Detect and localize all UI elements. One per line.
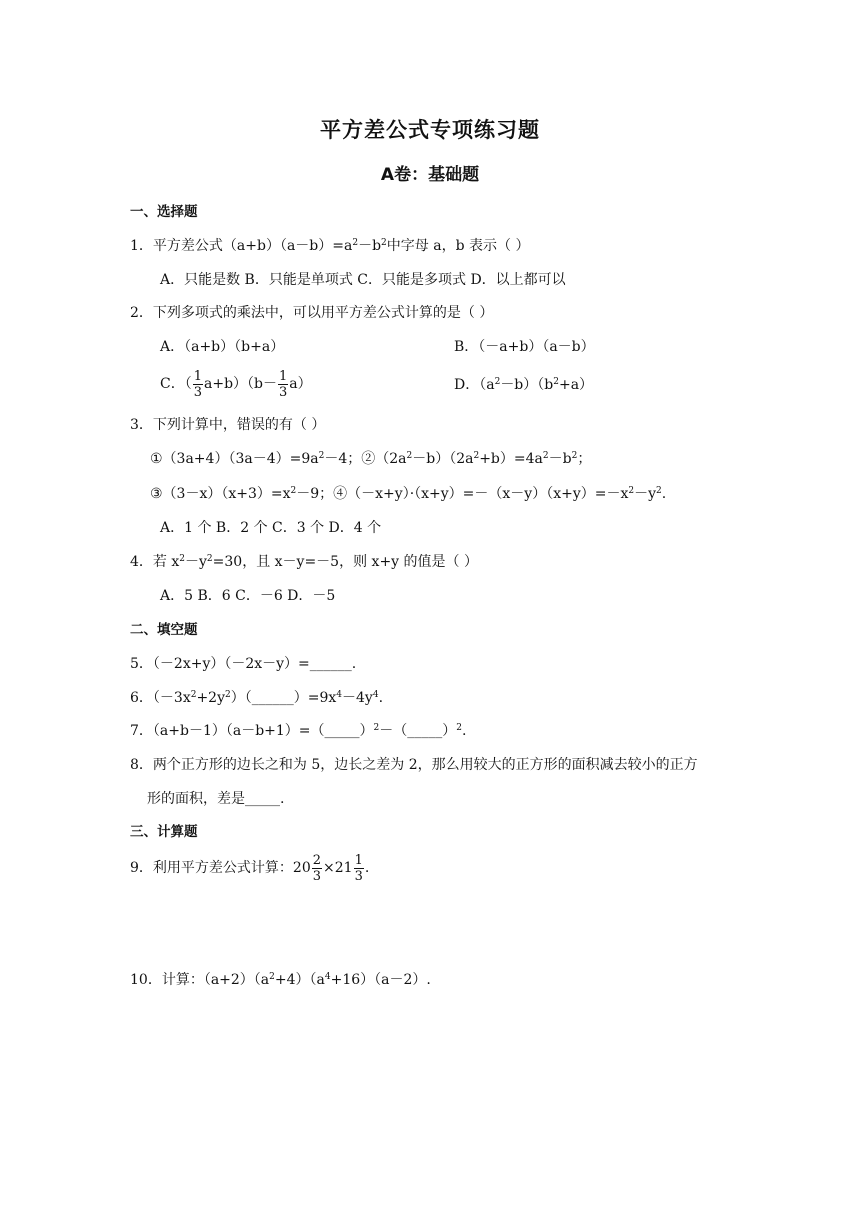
question-5: 5．（－2x+y）（－2x－y）=______. xyxy=(130,656,357,672)
question-1-options: A．只能是数 B．只能是单项式 C．只能是多项式 D．以上都可以 xyxy=(160,272,566,288)
superscript: 2 xyxy=(225,690,231,700)
question-1-text: －b xyxy=(358,238,382,254)
math-text: . xyxy=(661,486,667,502)
superscript: 2 xyxy=(269,972,275,982)
superscript: 2 xyxy=(656,486,662,496)
fraction-numerator: 1 xyxy=(279,368,288,384)
math-text: +2y xyxy=(196,690,225,706)
fraction-numerator: 1 xyxy=(354,852,363,868)
question-1-text: 中字母 a，b 表示（ ） xyxy=(386,238,530,254)
math-text: －9；④（－x+y）·（x+y）=－（x－y）（x+y）=－x xyxy=(296,486,629,502)
fraction xyxy=(312,853,322,884)
question-4 xyxy=(130,552,478,572)
fraction-denominator: 3 xyxy=(279,384,288,400)
math-text: ①（3a+4）（3a－4）=9a xyxy=(150,451,319,467)
math-text: －4y xyxy=(342,690,373,706)
document-title: 平方差公式专项练习题 xyxy=(320,118,540,142)
math-text: －（_____） xyxy=(379,723,457,739)
superscript: 2 xyxy=(190,690,197,700)
question-8-line-1: 8．两个正方形的边长之和为 5，边长之差为 2，那么用较大的正方形的面积减去较小的正方 xyxy=(130,757,698,773)
math-text: . xyxy=(462,723,467,739)
superscript: 2 xyxy=(542,451,549,461)
math-text: －y xyxy=(634,486,657,502)
question-4-options: A．5 B．6 C．－6 D．－5 xyxy=(160,588,336,604)
superscript: 2 xyxy=(318,451,325,461)
superscript: 2 xyxy=(571,451,578,461)
fraction xyxy=(278,369,288,400)
fraction-numerator: 1 xyxy=(193,368,202,384)
superscript: 2 xyxy=(381,238,387,248)
fraction-denominator: 3 xyxy=(312,868,322,884)
math-text: 4．若 x xyxy=(130,554,180,570)
question-1-text: 1．平方差公式（a+b）（a－b）=a xyxy=(130,238,353,254)
math-text: +16）（a－2）. xyxy=(330,972,431,988)
math-text: 6．（－3x xyxy=(130,690,191,706)
math-text: －4；②（2a xyxy=(324,451,407,467)
fraction xyxy=(354,853,364,884)
math-text: 10．计算：（a+2）（a xyxy=(130,972,270,988)
superscript: 2 xyxy=(494,377,501,387)
option-text: D．（a xyxy=(454,377,495,393)
math-text: －y xyxy=(185,554,207,570)
superscript: 4 xyxy=(336,690,343,700)
superscript: 2 xyxy=(473,451,480,461)
question-3-row-2 xyxy=(150,484,666,504)
math-text: 7．（a+b－1）（a－b+1）=（_____） xyxy=(130,723,374,739)
math-text: =30，且 x－y=－5，则 x+y 的值是（ ） xyxy=(212,554,478,570)
question-2-option-b: B．（－a+b）（a－b） xyxy=(454,339,595,355)
section-heading-choice: 一、选择题 xyxy=(130,204,198,220)
question-10 xyxy=(130,970,431,990)
option-text: a+b）（b－ xyxy=(204,376,278,392)
math-text: 9．利用平方差公式计算：20 xyxy=(130,860,311,876)
section-heading-fill: 二、填空题 xyxy=(130,622,198,638)
math-text: ×21 xyxy=(323,860,353,876)
math-text: +4）（a xyxy=(274,972,325,988)
question-2-option-a: A．（a+b）（b+a） xyxy=(160,339,285,355)
question-2-option-c xyxy=(160,367,312,401)
fraction xyxy=(193,369,203,400)
question-2: 2．下列多项式的乘法中，可以用平方差公式计算的是（ ） xyxy=(130,305,494,321)
math-text: －b）（2a xyxy=(412,451,474,467)
superscript: 2 xyxy=(179,554,185,564)
option-text: a） xyxy=(289,376,312,392)
math-text: +b）=4a xyxy=(479,451,543,467)
math-text: ）（______）=9x xyxy=(230,690,337,706)
superscript: 2 xyxy=(406,451,413,461)
math-text: －b xyxy=(548,451,572,467)
superscript: 2 xyxy=(206,554,213,564)
question-3-options: A．1 个 B．2 个 C．3 个 D．4 个 xyxy=(160,520,382,536)
math-text: ③（3－x）（x+3）=x xyxy=(150,486,291,502)
fraction-denominator: 3 xyxy=(193,384,202,400)
superscript: 2 xyxy=(628,486,635,496)
question-7 xyxy=(130,721,466,741)
fraction-numerator: 2 xyxy=(312,852,322,868)
question-2-option-d xyxy=(454,375,593,395)
superscript: 2 xyxy=(553,377,559,387)
question-3-row-1 xyxy=(150,449,591,469)
superscript: 4 xyxy=(372,690,379,700)
question-8-line-2: 形的面积，差是_____. xyxy=(147,791,285,807)
document-subtitle: A卷：基础题 xyxy=(380,165,480,185)
question-1 xyxy=(130,236,529,256)
fraction-denominator: 3 xyxy=(354,868,363,884)
section-heading-calc: 三、计算题 xyxy=(130,824,198,840)
option-text: －b）（b xyxy=(500,377,554,393)
option-text: +a） xyxy=(558,377,594,393)
question-6 xyxy=(130,688,383,708)
superscript: 2 xyxy=(290,486,297,496)
question-3: 3．下列计算中，错误的有（ ） xyxy=(130,417,326,433)
option-text: C．（ xyxy=(160,376,192,392)
math-text: ； xyxy=(577,451,592,467)
superscript: 4 xyxy=(324,972,331,982)
math-text: . xyxy=(364,860,370,876)
question-9 xyxy=(130,851,369,885)
math-text: . xyxy=(378,690,384,706)
superscript: 2 xyxy=(456,723,462,733)
superscript: 2 xyxy=(352,238,359,248)
superscript: 2 xyxy=(373,723,380,733)
